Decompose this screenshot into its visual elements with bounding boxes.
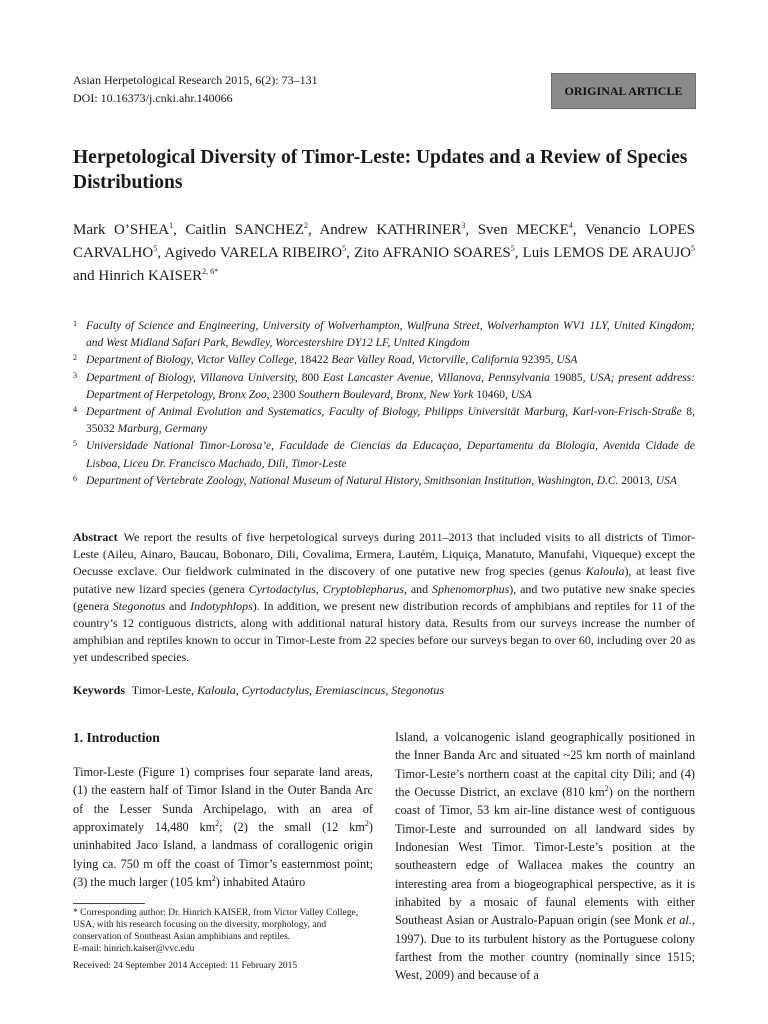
paper-title: Herpetological Diversity of Timor-Leste: Updates and a Review of Species Distributions <box>73 147 688 193</box>
author-affiliation-mark: 2, 6* <box>202 267 219 276</box>
intro-right-column: Island, a volcanogenic island geographically positioned in the Inner Banda Arc and situated ~25 km north of mainland Timor-Leste’s northern coast at the capital city Dili; and (4) the Oecusse District, an exclave (810 $km^2$) on the northern coast of Timor, 53 km air-line distance west of contiguous Timor-Leste and surrounded on all landward sides by Indonesian West Timor. Timor-Leste’s position at the southeastern edge of Wallacea makes the country an interesting area from a biogeographical perspective, as it is inhabited by a mosaic of faunal elements with either Southeast Asian or Australo-Papuan origin (see Monk et al., 1997). Due to its turbulent history as the Portuguese colony farthest from the mother country (nominally since 1515; West, 2009) and because of a <box>395 730 695 983</box>
author-list: Mark O’SHEA$^1$, Caitlin SANCHEZ$^2$, Andrew KATHRINER$^3$, Sven MECKE$^4$, Venancio LOPES CARVALHO$^5$, Agivedo VARELA RIBEIRO$^5$, Zito AFRANIO SOARES$^5$, Luis LEMOS DE ARAUJO$^5$ and Hinrich $KAISER^{2, 6*}$ <box>73 221 696 284</box>
received-dates: Received: 24 September 2014 Accepted: 11 February 2015 <box>73 961 298 971</box>
author-affiliation-mark: 5 <box>153 244 158 253</box>
keywords-label: Keywords <box>73 683 125 697</box>
journal-citation: Asian Herpetological Research 2015, 6(2): 73–131 <box>73 73 318 87</box>
affiliation-list <box>73 318 695 490</box>
affiliation-item: 3 Department of Biology, Villanova University, 800 East Lancaster Avenue, Villanova, Pennsylvania 19085, USA; present address: Department of Herpetology, Bronx Zoo, 2300 Southern Boulevard, Bronx, New York 10460, USA <box>73 370 695 404</box>
author-name: Hinrich KAISER <box>98 268 203 284</box>
author-name: Andrew KATHRINER <box>319 222 462 238</box>
keyword: Timor-Leste, <box>131 683 195 697</box>
abstract-label: Abstract <box>73 530 118 544</box>
abstract-text: We report the results of five herpetological surveys during 2011–2013 that included visits to all districts of Timor-Leste (Aileu, Ainaro, Baucau, Bobonaro, Dili, Covalima, Ermera, Lautém, Liquiça, Manatuto, Manufahi, Viqueque) except the Oecusse exclave. Our fieldwork culminated in the discovery of one putative new frog species (genus Kaloula), at least five putative new lizard species (genera Cyrtodactylus, Cryptoblepharus, and Sphenomorphus), and two putative new snake species (genera Stegonotus and Indotyphlops). In addition, we present new distribution records of amphibians and reptiles for 11 of the country’s 12 contiguous districts, along with additional natural history data. Results from our surveys increase the number of amphibian and reptiles known to occur in Timor-Leste from 22 species before our surveys began to over 60, including over 20 as yet undescribed species. <box>73 530 696 665</box>
author-affiliation-mark: 5 <box>510 244 515 253</box>
affiliation-number: 5 <box>73 439 77 449</box>
affiliation-item: 2 Department of Biology, Victor Valley College, 18422 Bear Valley Road, Victorville, California 92395, USA <box>73 352 695 369</box>
author-affiliation-mark: 5 <box>691 244 695 253</box>
abstract <box>73 529 695 667</box>
affiliation-item: 1 Faculty of Science and Engineering, University of Wolverhampton, Wulfruna Street, Wolverhampton WV1 1LY, United Kingdom; and West Midland Safari Park, Bewdley, Worcestershire DY12 LF, United Kingdom <box>73 318 695 352</box>
keyword: Kaloula, <box>197 683 239 697</box>
author-name: Luis LEMOS DE ARAUJO <box>522 245 691 261</box>
affiliation-item: 5 Universidade National Timor-Lorosa’e, Faculdade de Ciencias da Educaçao, Departamentu da Biologia, Avenida Cidade de Lisboa, Liceu Dr. Francisco Machado, Dili, Timor-Leste <box>73 438 695 472</box>
affiliation-number: 4 <box>73 405 77 415</box>
author-name: Caitlin SANCHEZ <box>185 222 304 238</box>
author-name: Mark O’SHEA <box>73 222 170 238</box>
keyword: Stegonotus <box>391 683 445 697</box>
author-affiliation-mark: 3 <box>461 221 466 230</box>
intro-left-column: Timor-Leste (Figure 1) comprises four separate land areas, (1) the eastern half of Timor Island in the Outer Banda Arc of the Lesser Sunda Archipelago, with an area of approximately 14,480 $km^2$; (2) the small (12 $km^2$) uninhabited Jaco Island, a landmass of corallogenic origin lying ca. 750 m off the coast of Timor’s easternmost point; (3) the much larger (105 $km^2$) inhabited Ataúro <box>73 765 373 890</box>
corresponding-author-note: * Corresponding author: Dr. Hinrich KAISER, from Victor Valley College, USA, with his research focusing on the diversity, morphology, and conservation of Southeast Asian amphibians and reptiles. <box>73 908 359 942</box>
footnote-rule <box>73 903 145 904</box>
author-name: Sven MECKE <box>477 222 569 238</box>
author-affiliation-mark: 5 <box>342 244 347 253</box>
author-affiliation-mark: 4 <box>568 221 573 230</box>
section-heading: 1. Introduction <box>73 730 160 745</box>
author-name: Zito AFRANIO SOARES <box>354 245 511 261</box>
author-name: Venancio LOPES CARVALHO <box>73 222 696 261</box>
footnote <box>73 907 373 955</box>
affiliation-item: 6 Department of Vertebrate Zoology, National Museum of Natural History, Smithsonian Institution, Washington, D.C. 20013, USA <box>73 473 695 490</box>
author-name: Agivedo VARELA RIBEIRO <box>164 245 343 261</box>
keyword: Eremiascincus, <box>315 683 389 697</box>
keywords <box>73 682 444 698</box>
affiliation-number: 3 <box>73 370 77 380</box>
affiliation-item: 4 Department of Animal Evolution and Systematics, Faculty of Biology, Philipps Universität Marburg, Karl-von-Frisch-Straße 8, 35032 Marburg, Germany <box>73 404 695 438</box>
keyword: Cyrtodactylus, <box>241 683 313 697</box>
affiliation-number: 2 <box>73 353 77 363</box>
article-type-badge: ORIGINAL ARTICLE <box>551 73 696 109</box>
author-email: E-mail: hinrich.kaiser@vvc.edu <box>73 944 195 954</box>
affiliation-number: 6 <box>73 473 77 483</box>
author-affiliation-mark: 2 <box>303 221 308 230</box>
affiliation-number: 1 <box>73 319 77 328</box>
author-affiliation-mark: 1 <box>169 221 174 230</box>
doi: DOI: 10.16373/j.cnki.ahr.140066 <box>73 91 233 105</box>
